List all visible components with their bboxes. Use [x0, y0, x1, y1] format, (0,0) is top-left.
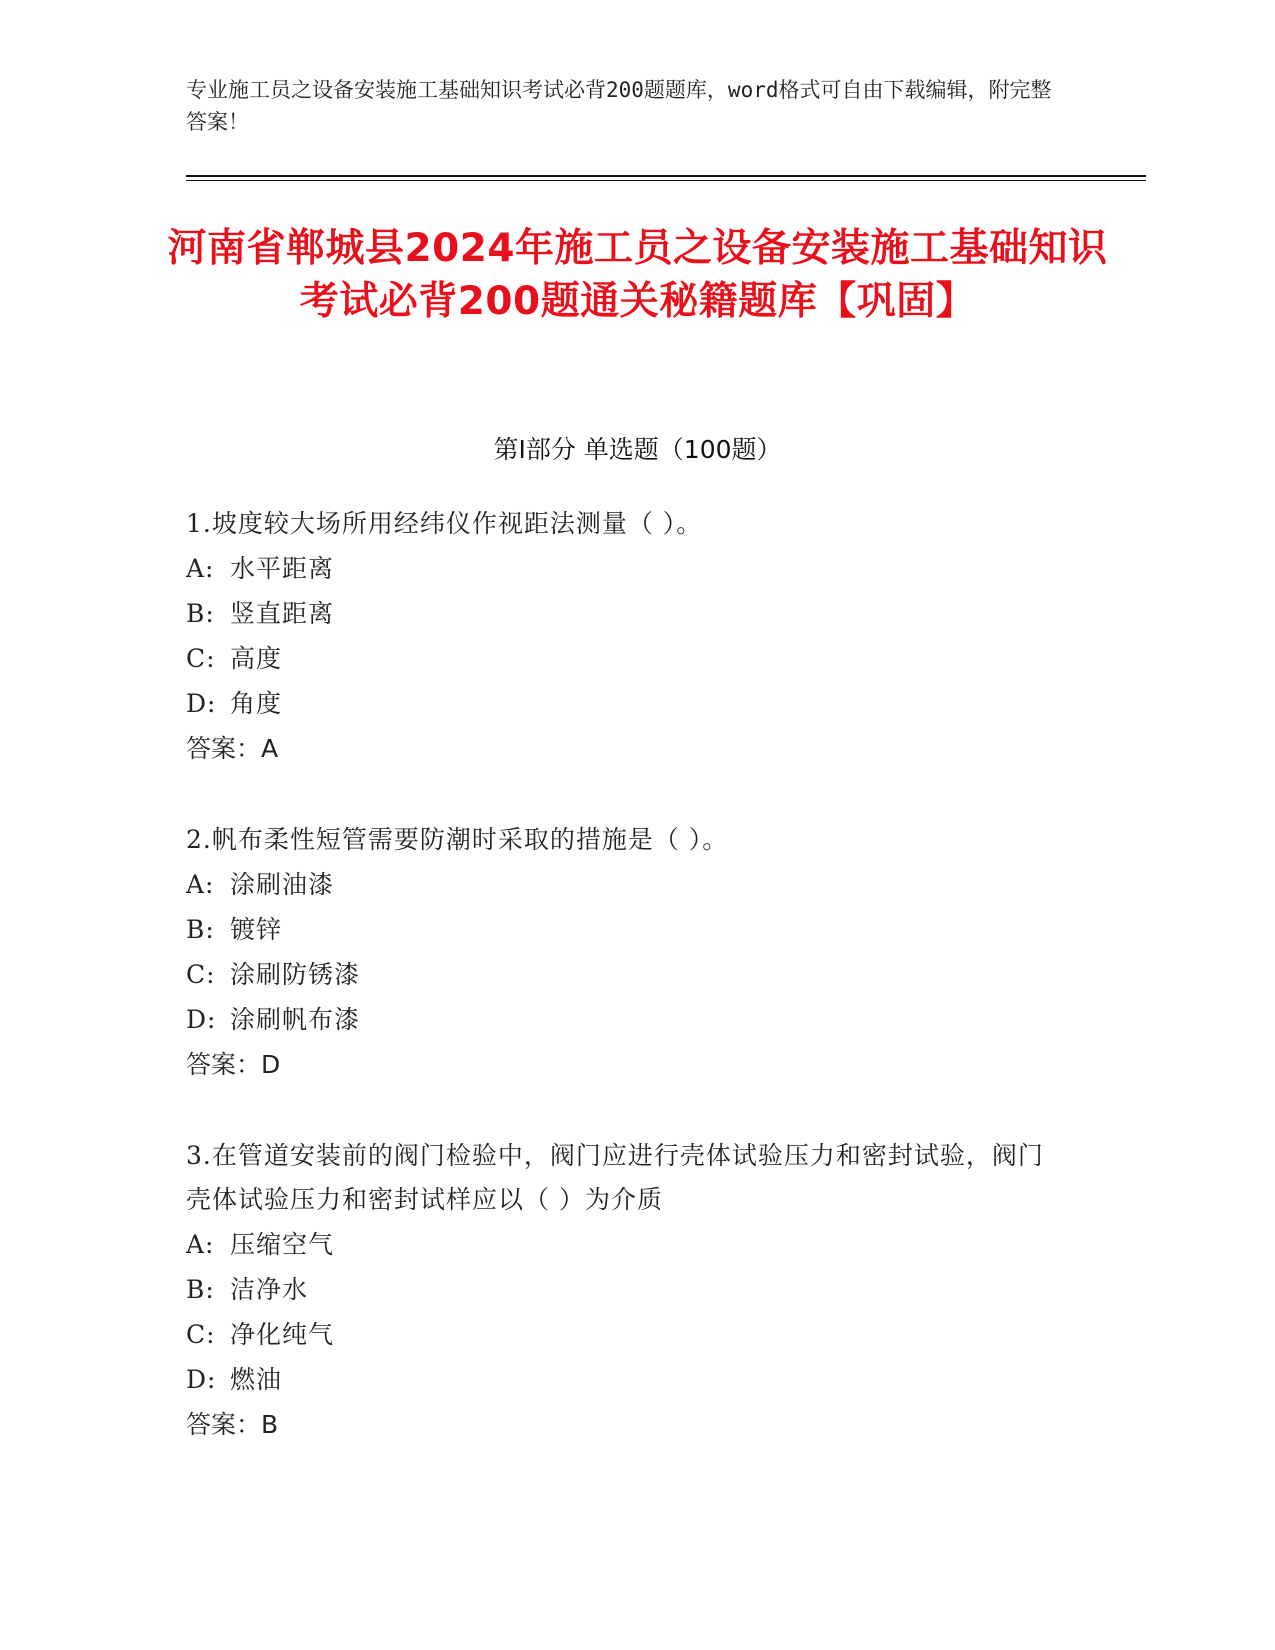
option-a — [186, 1222, 1066, 1267]
question-stem: 3.在管道安装前的阀门检验中，阀门应进行壳体试验压力和密封试验，阀门壳体试验压力和密封试样应以（ ）为介质 — [186, 1141, 1044, 1214]
header-note: 专业施工员之设备安装施工基础知识考试必背200题题库，word格式可自由下载编辑，附完整答案！ — [186, 78, 1052, 134]
option-text: 镀锌 — [230, 915, 283, 944]
option-b — [186, 591, 1066, 636]
question-1 — [186, 502, 1066, 771]
option-text: 净化纯气 — [230, 1320, 335, 1349]
option-text: 涂刷帆布漆 — [230, 1005, 361, 1034]
question-stem: 1.坡度较大场所用经纬仪作视距法测量（ ）。 — [186, 509, 703, 538]
question-stem: 2.帆布柔性短管需要防潮时采取的措施是（ ）。 — [186, 825, 729, 854]
section-heading: 第I部分 单选题（100题） — [493, 435, 782, 464]
question-2 — [186, 818, 1066, 1087]
option-text: 洁净水 — [230, 1275, 309, 1304]
option-b — [186, 907, 1066, 952]
option-key: A: — [186, 870, 215, 899]
option-key: B: — [186, 1275, 215, 1304]
option-key: A: — [186, 1230, 215, 1259]
answer-line: 答案：B — [186, 1410, 279, 1439]
option-key: C: — [186, 1320, 216, 1349]
option-text: 水平距离 — [230, 554, 335, 583]
option-key: C: — [186, 644, 216, 673]
option-key: B: — [186, 915, 215, 944]
option-key: D: — [186, 1365, 217, 1394]
question-3 — [186, 1134, 1066, 1447]
option-text: 燃油 — [230, 1365, 283, 1394]
option-c — [186, 636, 1066, 681]
answer-line: 答案：D — [186, 1050, 281, 1079]
header-divider-thin — [186, 180, 1146, 181]
document-title: 河南省郸城县2024年施工员之设备安装施工基础知识考试必背200题通关秘籍题库【巩固】 — [167, 226, 1108, 324]
option-text: 高度 — [230, 644, 283, 673]
header-divider-thick — [186, 175, 1146, 177]
option-a — [186, 546, 1066, 591]
option-d — [186, 681, 1066, 726]
option-d — [186, 997, 1066, 1042]
option-a — [186, 862, 1066, 907]
option-key: D: — [186, 689, 217, 718]
option-c — [186, 1312, 1066, 1357]
option-text: 角度 — [230, 689, 283, 718]
option-d — [186, 1357, 1066, 1402]
option-text: 涂刷油漆 — [230, 870, 335, 899]
option-text: 竖直距离 — [230, 599, 335, 628]
answer-line: 答案：A — [186, 734, 279, 763]
option-c — [186, 952, 1066, 997]
option-b — [186, 1267, 1066, 1312]
option-text: 涂刷防锈漆 — [230, 960, 361, 989]
option-key: A: — [186, 554, 215, 583]
option-text: 压缩空气 — [230, 1230, 335, 1259]
option-key: B: — [186, 599, 215, 628]
option-key: D: — [186, 1005, 217, 1034]
option-key: C: — [186, 960, 216, 989]
